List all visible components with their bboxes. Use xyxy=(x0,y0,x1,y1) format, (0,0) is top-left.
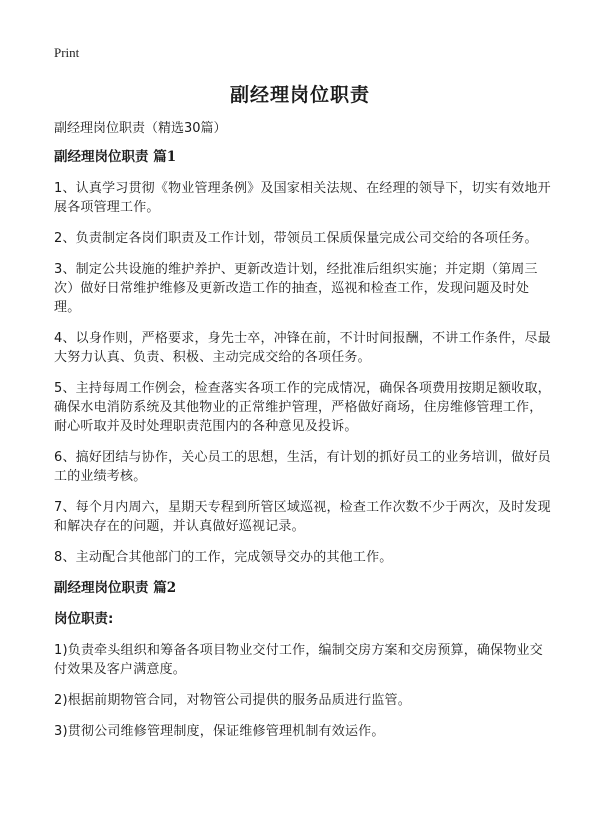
paragraph: 5、主持每周工作例会，检查落实各项工作的完成情况，确保各项费用按期足额收取，确保水电消防系统及其他物业的正常维护管理，严格做好商场，住房维修管理工作，耐心听取并及时处理职责范围内的各种意见及投诉。 xyxy=(54,381,551,434)
section-2 xyxy=(54,579,554,741)
paragraph: 1)负责牵头组织和筹备各项目物业交付工作，编制交房方案和交房预算，确保物业交付效果及客户满意度。 xyxy=(54,643,543,677)
paragraph: 7、每个月内周六，星期天专程到所管区域巡视，检查工作次数不少于两次，及时发现和解决存在的问题，并认真做好巡视记录。 xyxy=(54,500,551,534)
document-body xyxy=(54,119,554,753)
paragraph: 6、搞好团结与协作，关心员工的思想，生活，有计划的抓好员工的业务培训，做好员工的业绩考核。 xyxy=(54,450,551,484)
section-subheading: 岗位职责: xyxy=(54,611,114,627)
paragraph: 3)贯彻公司维修管理制度，保证维修管理机制有效运作。 xyxy=(54,724,385,739)
section-heading: 副经理岗位职责 篇2 xyxy=(54,580,177,596)
print-link[interactable]: Print xyxy=(54,45,80,60)
paragraph: 3、制定公共设施的维护养护、更新改造计划，经批准后组织实施；并定期（第周三次）做好日常维护维修及更新改造工作的抽查，巡视和检查工作，发现问题及时处理。 xyxy=(54,262,538,315)
section-heading: 副经理岗位职责 篇1 xyxy=(54,149,177,165)
paragraph: 8、主动配合其他部门的工作，完成领导交办的其他工作。 xyxy=(54,550,393,565)
section-1 xyxy=(54,148,554,567)
paragraph: 2)根据前期物管合同，对物管公司提供的服务品质进行监管。 xyxy=(54,693,411,708)
document-subtitle: 副经理岗位职责（精选30篇） xyxy=(54,121,227,136)
paragraph: 2、负责制定各岗们职责及工作计划，带领员工保质保量完成公司交给的各项任务。 xyxy=(54,231,538,246)
paragraph: 1、认真学习贯彻《物业管理条例》及国家相关法规、在经理的领导下，切实有效地开展各项管理工作。 xyxy=(54,181,551,215)
page-title: 副经理岗位职责 xyxy=(229,84,370,106)
paragraph: 4、以身作则，严格要求，身先士卒，冲锋在前，不计时间报酬，不讲工作条件，尽最大努力认真、负责、积极、主动完成交给的各项任务。 xyxy=(54,331,551,365)
